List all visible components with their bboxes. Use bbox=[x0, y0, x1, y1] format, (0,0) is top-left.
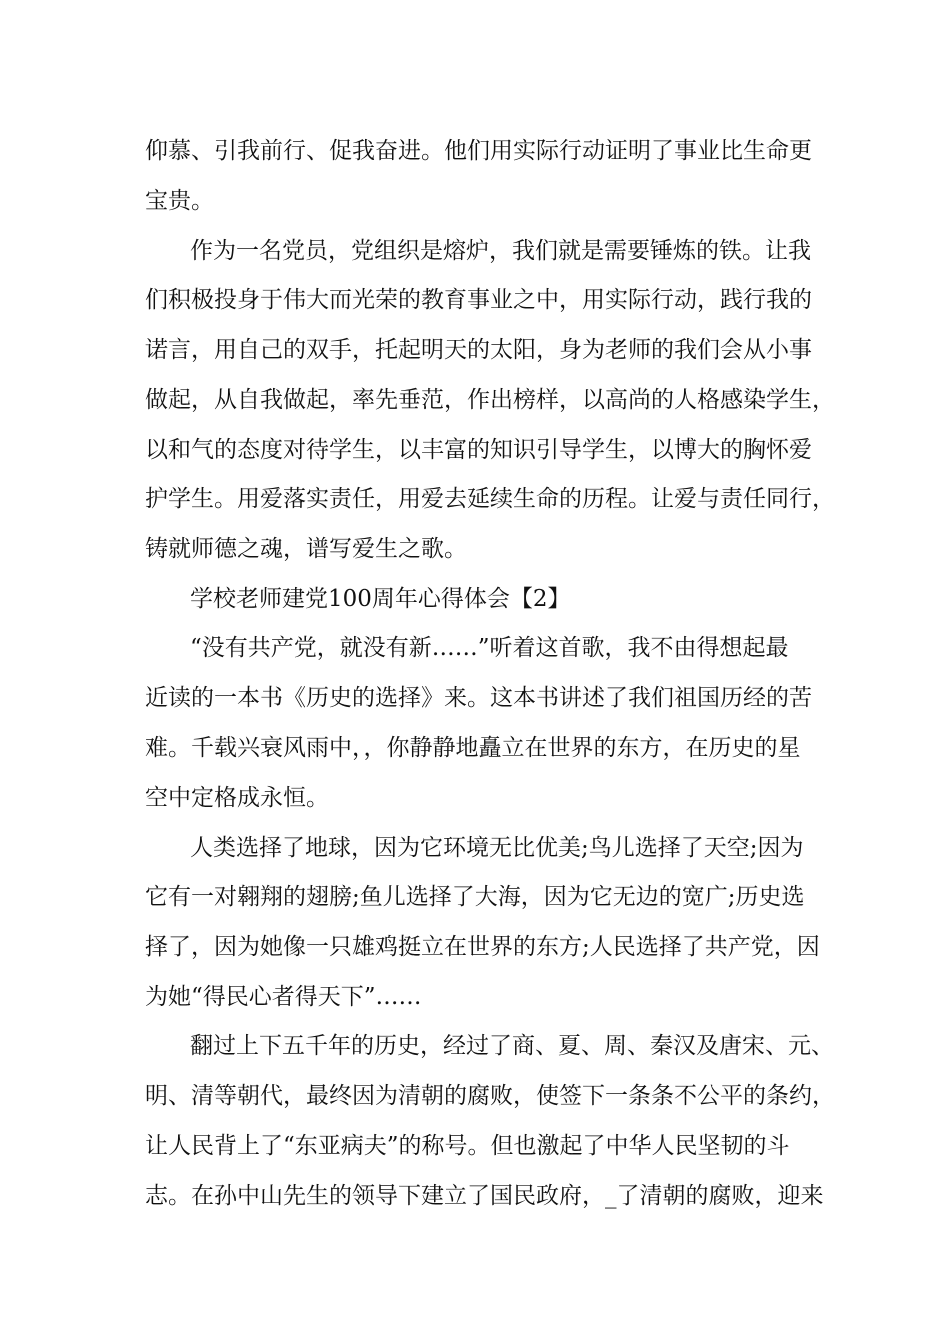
text-line: 择了，因为她像一只雄鸡挺立在世界的东方;人民选择了共产党，因 bbox=[145, 934, 820, 960]
text-line: 们积极投身于伟大而光荣的教育事业之中，用实际行动，践行我的 bbox=[145, 287, 812, 313]
text-line: 诺言，用自己的双手，托起明天的太阳，身为老师的我们会从小事 bbox=[145, 337, 812, 363]
section-heading: 学校老师建党100周年心得体会【2】 bbox=[190, 586, 571, 612]
text-line: 志。在孙中山先生的领导下建立了国民政府，_了清朝的腐败，迎来 bbox=[145, 1183, 824, 1209]
text-line: 空中定格成永恒。 bbox=[145, 785, 329, 811]
text-line: 难。千载兴衰风雨中，，你静静地矗立在世界的东方，在历史的星 bbox=[145, 735, 801, 761]
text-line: 以和气的态度对待学生，以丰富的知识引导学生，以博大的胸怀爱 bbox=[145, 437, 812, 463]
text-line: 翻过上下五千年的历史，经过了商、夏、周、秦汉及唐宋、元、 bbox=[190, 1033, 834, 1059]
text-line: 作为一名党员，党组织是熔炉，我们就是需要锤炼的铁。让我 bbox=[190, 238, 811, 264]
text-line: 护学生。用爱落实责任，用爱去延续生命的历程。让爱与责任同行， bbox=[145, 486, 835, 512]
text-line: 近读的一本书《历史的选择》来。这本书讲述了我们祖国历经的苦 bbox=[145, 685, 812, 711]
text-line: 仰慕、引我前行、促我奋进。他们用实际行动证明了事业比生命更 bbox=[145, 138, 812, 164]
text-line: 做起，从自我做起，率先垂范，作出榜样，以高尚的人格感染学生， bbox=[145, 387, 835, 413]
text-line: 为她“得民心者得天下”…… bbox=[145, 984, 422, 1010]
text-line: 明、清等朝代，最终因为清朝的腐败，使签下一条条不公平的条约， bbox=[145, 1083, 835, 1109]
text-line: 宝贵。 bbox=[145, 188, 214, 214]
text-line: “没有共产党，就没有新……”听着这首歌，我不由得想起最 bbox=[190, 635, 789, 661]
text-line: 它有一对翱翔的翅膀;鱼儿选择了大海，因为它无边的宽广;历史选 bbox=[145, 884, 805, 910]
text-line: 铸就师德之魂，谱写爱生之歌。 bbox=[145, 536, 467, 562]
text-line: 人类选择了地球，因为它环境无比优美;鸟儿选择了天空;因为 bbox=[190, 835, 804, 861]
text-line: 让人民背上了“东亚病夫”的称号。但也激起了中华人民坚韧的斗 bbox=[145, 1133, 790, 1159]
